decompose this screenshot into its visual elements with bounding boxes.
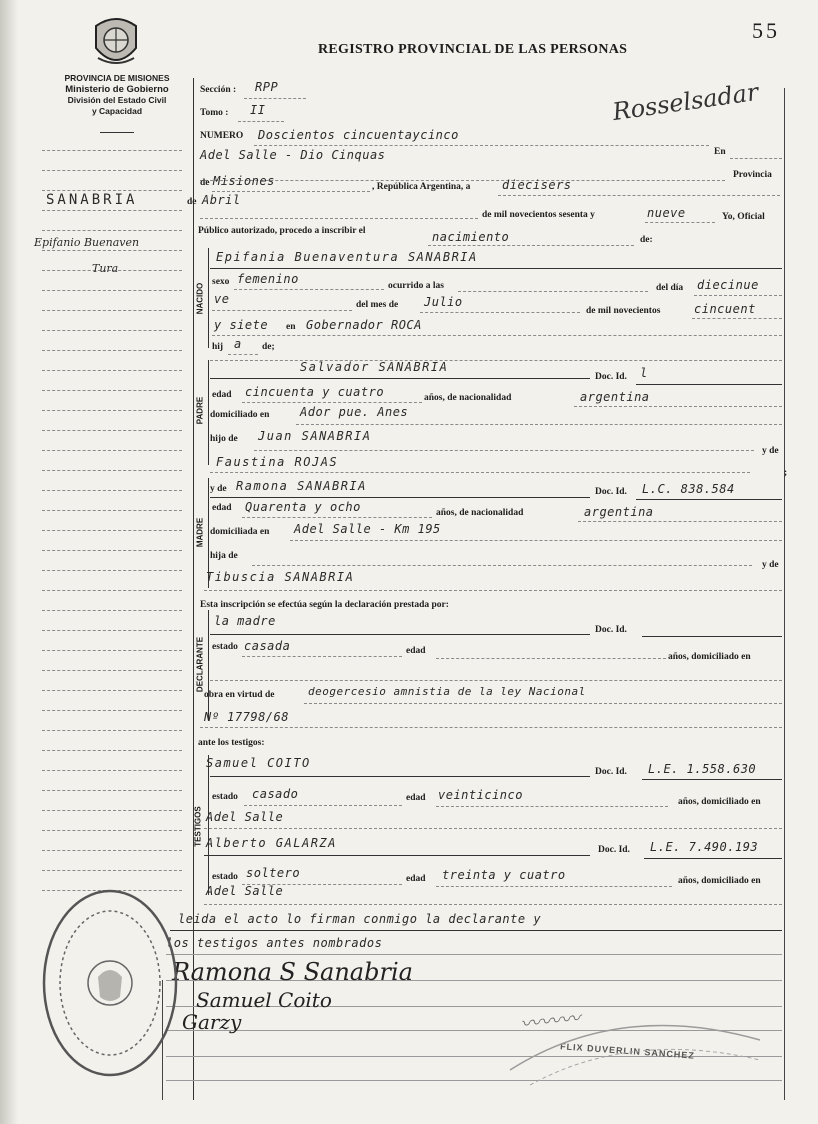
line xyxy=(204,904,782,905)
label-de: de xyxy=(200,178,210,188)
line xyxy=(200,727,782,728)
header-divider xyxy=(100,132,134,133)
label-t2-doc: Doc. Id. xyxy=(598,845,630,855)
line xyxy=(210,360,782,361)
label-de-hij: de; xyxy=(262,342,275,352)
signature-third: Garzy xyxy=(182,1010,242,1034)
line xyxy=(210,497,590,498)
margin-line xyxy=(42,410,182,411)
margin-line xyxy=(42,490,182,491)
margin-line xyxy=(42,830,182,831)
label-madre-nac: años, de nacionalidad xyxy=(436,508,524,518)
value-leida-2: los testigos antes nombrados xyxy=(166,936,383,950)
margin-line xyxy=(42,430,182,431)
division-line: División del Estado Civil xyxy=(67,95,167,105)
label-padre-dom: domiciliado en xyxy=(210,410,270,420)
label-padre-doc: Doc. Id. xyxy=(595,372,627,382)
line xyxy=(574,406,782,407)
label-padre-y-de: y de xyxy=(762,446,779,456)
line xyxy=(212,191,370,192)
value-dia-nac-1: diecinue xyxy=(697,278,759,292)
line xyxy=(636,499,782,500)
margin-line xyxy=(42,330,182,331)
signature-samuel: Samuel Coito xyxy=(196,988,332,1012)
label-del-dia: del día xyxy=(656,283,684,293)
value-t2-dom: Adel Salle xyxy=(206,884,284,898)
label-decl-edad: edad xyxy=(406,646,426,656)
line xyxy=(436,658,666,659)
label-padre-edad: edad xyxy=(212,390,232,400)
line xyxy=(694,295,782,296)
value-madre-nac: argentina xyxy=(584,505,654,519)
line xyxy=(642,779,782,780)
line xyxy=(234,289,384,290)
value-obra-1: deogercesio amnistia de la ley Nacional xyxy=(308,685,586,698)
value-nombre: Epifania Buenaventura SANABRIA xyxy=(216,250,478,264)
line xyxy=(170,930,782,931)
margin-line xyxy=(42,250,182,251)
label-publico: Público autorizado, procedo a inscribir el xyxy=(198,226,366,236)
value-t1-doc: L.E. 1.558.630 xyxy=(648,762,757,776)
value-t1-nombre: Samuel COITO xyxy=(206,756,311,770)
label-en: En xyxy=(714,147,726,157)
margin-line xyxy=(42,530,182,531)
label-t1-dom: años, domiciliado en xyxy=(678,797,761,807)
margin-line xyxy=(42,290,182,291)
line xyxy=(578,521,782,522)
line xyxy=(210,472,750,473)
line xyxy=(210,378,590,379)
label-t1-edad: edad xyxy=(406,793,426,803)
label-padre-hijo-de: hijo de xyxy=(210,434,238,444)
label-de-mes: de xyxy=(187,197,197,207)
margin-line xyxy=(42,170,182,171)
line xyxy=(244,98,306,99)
margin-line xyxy=(42,770,182,771)
value-mes: Abril xyxy=(202,193,241,207)
signature-ramona: Ramona S Sanabria xyxy=(172,958,413,986)
value-seccion: RPP xyxy=(255,80,279,94)
label-t2-edad: edad xyxy=(406,874,426,884)
official-seal-icon xyxy=(40,885,180,1080)
label-numero: NUMERO xyxy=(200,131,244,141)
value-padre-nac: argentina xyxy=(580,390,650,404)
value-lugar-nac: Gobernador ROCA xyxy=(306,318,422,332)
line xyxy=(420,312,580,313)
margin-line xyxy=(42,550,182,551)
margin-line xyxy=(42,790,182,791)
value-t2-doc: L.E. 7.490.193 xyxy=(650,840,759,854)
line xyxy=(498,195,780,196)
margin-line xyxy=(42,710,182,711)
page-edge-shadow xyxy=(0,0,18,1124)
line xyxy=(428,245,634,246)
label-yo-oficial: Yo, Oficial xyxy=(722,212,765,222)
margin-line xyxy=(42,610,182,611)
right-rule xyxy=(784,88,788,1100)
value-madre-edad: Quarenta y ocho xyxy=(245,500,361,514)
label-de-mil: de mil novecientos sesenta y xyxy=(482,210,595,220)
line xyxy=(244,805,402,806)
side-label-nacido: NACIDO xyxy=(195,282,205,315)
label-republica: , República Argentina, a xyxy=(372,182,471,192)
official-name-stamp: FLIX DUVERLIN SANCHEZ xyxy=(559,1041,696,1061)
faded-stamp-icon xyxy=(470,960,770,1100)
label-de-mil-nac: de mil novecientos xyxy=(586,306,661,316)
value-mes-nac: Julio xyxy=(424,295,463,309)
value-t1-edad: veinticinco xyxy=(438,788,523,802)
line xyxy=(210,634,590,635)
line xyxy=(242,656,402,657)
value-padre-dom: Ador pue. Anes xyxy=(300,405,409,419)
line xyxy=(238,121,284,122)
margin-line xyxy=(42,630,182,631)
margin-line xyxy=(42,230,182,231)
line xyxy=(642,636,782,637)
label-decl-doc: Doc. Id. xyxy=(595,625,627,635)
margin-surname: SANABRIA xyxy=(46,192,138,208)
line xyxy=(290,540,782,541)
label-seccion: Sección : xyxy=(200,85,237,95)
line xyxy=(644,858,782,859)
label-madre-y-de: y de xyxy=(210,484,227,494)
line xyxy=(252,565,752,566)
side-label-padre: PADRE xyxy=(195,396,205,425)
line xyxy=(436,886,672,887)
value-t1-estado: casado xyxy=(252,787,299,801)
official-signature-faded: 〰〰〰 xyxy=(519,1005,582,1037)
line xyxy=(730,158,782,159)
line xyxy=(204,590,782,591)
margin-line xyxy=(42,670,182,671)
label-provincia: Provincia xyxy=(733,170,772,180)
label-t1-estado: estado xyxy=(212,792,238,802)
margin-line xyxy=(42,730,182,731)
margin-line xyxy=(42,210,182,211)
value-t1-dom: Adel Salle xyxy=(206,810,284,824)
value-padre-nombre: Salvador SANABRIA xyxy=(300,360,449,374)
value-t2-nombre: Alberto GALARZA xyxy=(206,836,337,850)
value-madre-doc: L.C. 838.584 xyxy=(642,482,735,496)
label-testigos: ante los testigos: xyxy=(198,738,265,748)
ministry-line: Ministerio de Gobierno xyxy=(65,84,169,95)
margin-line xyxy=(42,650,182,651)
margin-line xyxy=(42,150,182,151)
line xyxy=(458,291,648,292)
value-provincia: Misiones xyxy=(213,174,275,188)
coat-of-arms-icon xyxy=(90,14,142,70)
label-hij: hij xyxy=(212,342,224,352)
margin-name-line1: Epifanio Buenaven xyxy=(34,236,140,249)
capacity-line: y Capacidad xyxy=(91,106,143,116)
side-label-declarante: DECLARANTE xyxy=(195,636,205,693)
value-sexo: femenino xyxy=(237,272,299,286)
margin-line xyxy=(42,810,182,811)
value-t2-edad: treinta y cuatro xyxy=(442,868,566,882)
line xyxy=(210,680,782,681)
value-padre-doc: l xyxy=(640,366,648,380)
value-tomo: II xyxy=(250,103,266,117)
line xyxy=(212,310,352,311)
margin-line xyxy=(42,870,182,871)
line xyxy=(254,450,754,451)
label-t1-doc: Doc. Id. xyxy=(595,767,627,777)
line xyxy=(210,776,590,777)
label-decl-estado: estado xyxy=(212,642,238,652)
value-declarante: la madre xyxy=(214,614,276,628)
line xyxy=(166,954,782,955)
label-de-acto: de: xyxy=(640,235,653,245)
province-header xyxy=(52,73,182,117)
value-acto: nacimiento xyxy=(432,230,510,244)
label-madre-dom: domiciliada en xyxy=(210,527,270,537)
label-sexo: sexo xyxy=(212,277,230,287)
line xyxy=(296,424,782,425)
label-semicolon: ; xyxy=(784,468,788,478)
label-t2-dom: años, domiciliado en xyxy=(678,876,761,886)
line xyxy=(242,402,422,403)
line xyxy=(692,318,782,319)
line xyxy=(636,384,782,385)
official-signature-top: Rosselsadar xyxy=(610,77,761,127)
line xyxy=(228,354,258,355)
margin-name-line2: Tura xyxy=(92,262,119,275)
margin-line xyxy=(42,310,182,311)
margin-line xyxy=(42,450,182,451)
label-madre-hija-de: hija de xyxy=(210,551,238,561)
line xyxy=(200,180,725,181)
value-hij: a xyxy=(234,337,242,351)
label-del-mes: del mes de xyxy=(356,300,399,310)
label-en-lugar: en xyxy=(286,322,296,332)
label-decl-dom: años, domiciliado en xyxy=(668,652,751,662)
value-localidad: Adel Salle - Dio Cinquas xyxy=(200,148,386,162)
province-line: PROVINCIA DE MISIONES xyxy=(64,73,170,83)
value-anio-nac-2: y siete xyxy=(214,318,269,332)
margin-line xyxy=(42,690,182,691)
margin-line xyxy=(42,570,182,571)
label-madre-edad: edad xyxy=(212,503,232,513)
label-inscripcion: Esta inscripción se efectúa según la declaración prestada por: xyxy=(200,600,449,610)
value-padre-edad: cincuenta y cuatro xyxy=(245,385,385,399)
value-padre-y-de: Faustina ROJAS xyxy=(216,455,339,469)
line xyxy=(200,218,478,219)
value-obra-2: Nº 17798/68 xyxy=(204,710,289,724)
value-padre-hijo-de: Juan SANABRIA xyxy=(258,429,372,443)
value-madre-nombre: Ramona SANABRIA xyxy=(236,479,367,493)
value-madre-y-de: Tibuscia SANABRIA xyxy=(206,570,355,584)
document-title: REGISTRO PROVINCIAL DE LAS PERSONAS xyxy=(318,42,628,57)
line xyxy=(212,335,782,336)
margin-line xyxy=(42,850,182,851)
line xyxy=(254,145,709,146)
value-leida-1: leida el acto lo firman conmigo la declarante y xyxy=(178,912,542,926)
value-dia: diecisers xyxy=(502,178,572,192)
line xyxy=(436,806,668,807)
margin-line xyxy=(42,510,182,511)
line xyxy=(645,222,715,223)
side-label-testigos: TESTIGOS xyxy=(193,806,203,847)
margin-line xyxy=(42,390,182,391)
value-decl-estado: casada xyxy=(244,639,291,653)
line xyxy=(242,517,432,518)
line xyxy=(204,828,782,829)
label-obra: obra en virtud de xyxy=(204,690,275,700)
label-madre-doc: Doc. Id. xyxy=(595,487,627,497)
page-number: 55 xyxy=(752,18,780,43)
margin-line xyxy=(42,350,182,351)
value-dia-nac-2: ve xyxy=(214,292,230,306)
margin-line xyxy=(42,190,182,191)
line xyxy=(204,855,590,856)
label-t2-estado: estado xyxy=(212,872,238,882)
side-label-madre: MADRE xyxy=(195,517,205,548)
label-madre-y-de-2: y de xyxy=(762,560,779,570)
margin-line xyxy=(42,750,182,751)
label-padre-nac: años, de nacionalidad xyxy=(424,393,512,403)
value-anio: nueve xyxy=(647,206,686,220)
margin-line xyxy=(42,590,182,591)
margin-line xyxy=(42,370,182,371)
label-ocurrido: ocurrido a las xyxy=(388,281,444,291)
line xyxy=(210,268,782,269)
value-t2-estado: soltero xyxy=(246,866,301,880)
line xyxy=(304,703,782,704)
value-numero: Doscientos cincuentaycinco xyxy=(258,128,459,142)
value-madre-dom: Adel Salle - Km 195 xyxy=(294,522,441,536)
label-tomo: Tomo : xyxy=(200,108,229,118)
value-anio-nac-1: cincuent xyxy=(694,302,756,316)
margin-line xyxy=(42,470,182,471)
